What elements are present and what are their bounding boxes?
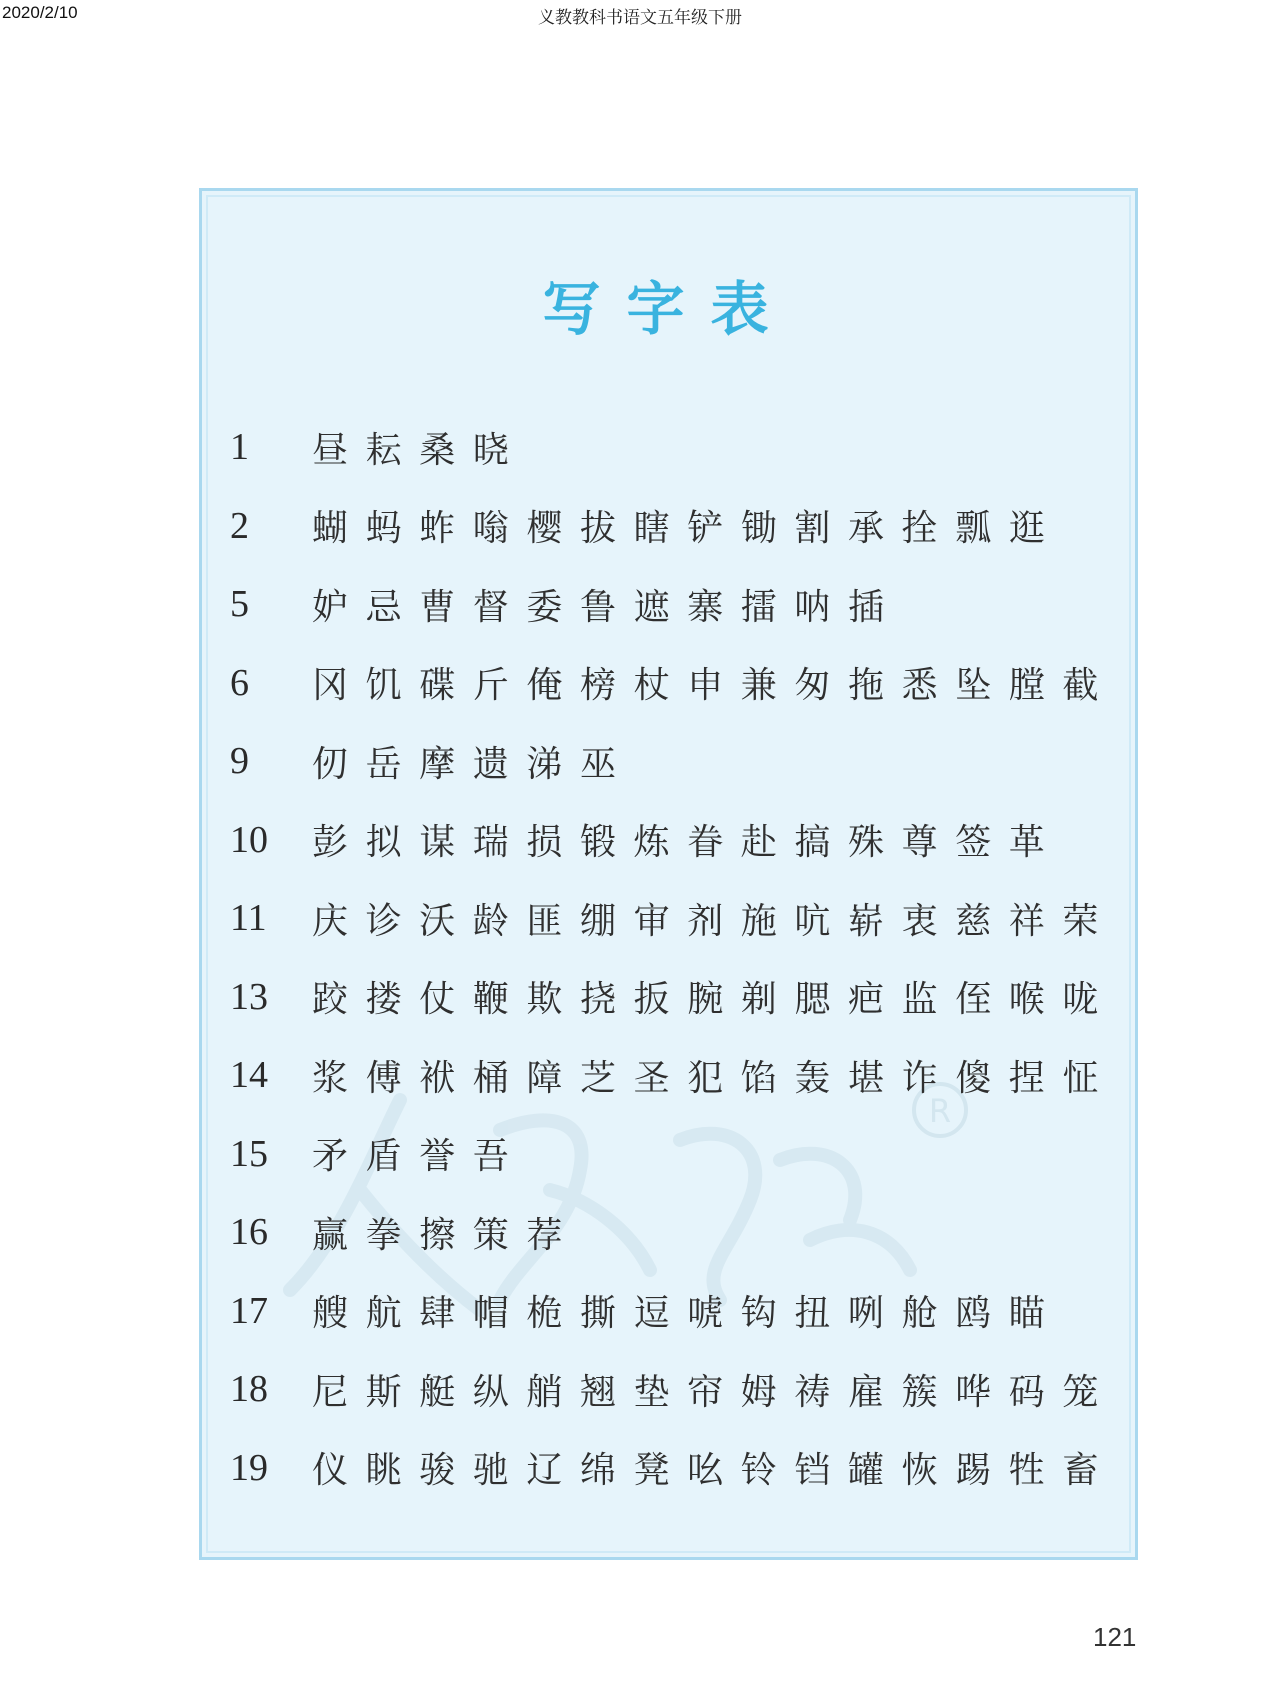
lesson-number: 17 [230,1289,268,1332]
character-row [230,1115,1130,1194]
lesson-number: 13 [230,975,268,1018]
lesson-characters: 蝴蚂蚱嗡樱拔瞎铲锄割承拴瓢逛 [312,508,1063,550]
lesson-number: 18 [230,1368,268,1411]
lesson-number: 5 [230,583,249,626]
lesson-characters: 仞岳摩遗涕巫 [312,743,634,785]
character-row [230,722,1130,801]
lesson-characters: 赢拳擦策荐 [312,1214,581,1256]
lesson-characters: 尼斯艇纵艄翘垫帘姆祷雇簇哗码笼 [312,1371,1117,1413]
lesson-characters: 艘航肆帽桅撕逗唬钩扭咧舱鸥瞄 [312,1293,1063,1335]
character-row [230,1272,1130,1351]
lesson-characters: 妒忌曹督委鲁遮寨擂呐插 [312,586,902,628]
lesson-number: 1 [230,426,249,469]
character-row [230,1350,1130,1429]
lesson-number: 15 [230,1132,268,1175]
lesson-characters: 仪眺骏驰辽绵凳吆铃铛罐恢踢牲畜 [312,1450,1117,1492]
character-row [230,1429,1130,1508]
character-row [230,801,1130,880]
lesson-number: 2 [230,504,249,547]
character-row [230,958,1130,1037]
svg-text:R: R [928,1092,952,1130]
lesson-characters: 冈饥碟斤俺榜杖申兼匆拖悉坠膛截 [312,665,1117,707]
print-date: 2020/2/10 [2,3,78,22]
lesson-characters: 浆傅袱桶障芝圣犯馅轰堪诈傻捏怔 [312,1057,1117,1099]
character-row [230,565,1130,644]
lesson-number: 6 [230,661,249,704]
lesson-number: 9 [230,740,249,783]
lesson-number: 11 [230,897,267,940]
lesson-characters: 矛盾誉吾 [312,1136,527,1178]
character-row [230,879,1130,958]
page-number: 121 [1093,1622,1137,1652]
lesson-characters: 彭拟谋瑞损锻炼眷赴搞殊尊签革 [312,822,1063,864]
lesson-number: 10 [230,818,268,861]
lesson-number: 19 [230,1446,268,1489]
page-heading: 写字表 [542,275,795,343]
print-header [0,0,1280,28]
lesson-characters: 庆诊沃龄匪绷审剂施吭崭衷慈祥荣 [312,900,1117,942]
character-row [230,644,1130,723]
lesson-characters: 昼耘桑晓 [312,429,527,471]
character-rows [230,408,1130,1507]
print-document-title: 义教教科书语文五年级下册 [538,8,742,28]
lesson-characters: 跤搂仗鞭欺挠扳腕剃腮疤监侄喉咙 [312,979,1117,1021]
lesson-number: 14 [230,1054,268,1097]
character-row [230,408,1130,487]
character-row [230,1193,1130,1272]
character-row [230,487,1130,566]
lesson-number: 16 [230,1211,268,1254]
character-row [230,1036,1130,1115]
